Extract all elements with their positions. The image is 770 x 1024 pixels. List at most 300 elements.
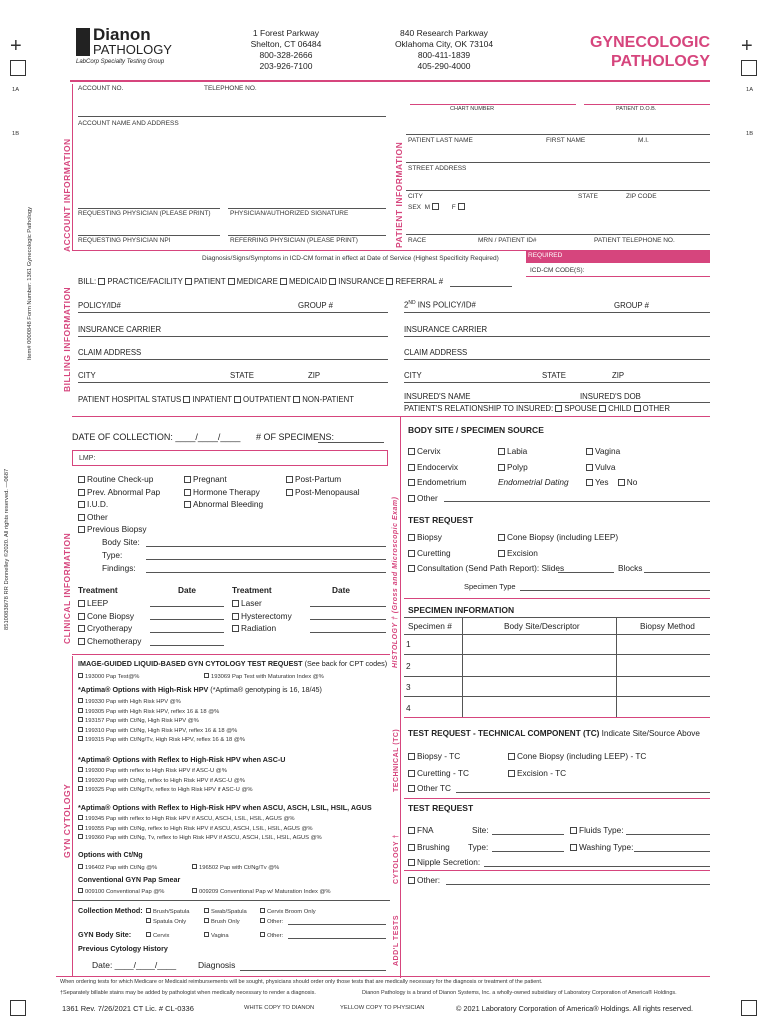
clin-routine-label: Routine Check-up [87, 474, 154, 484]
side-rr-text: 85100838/78 RR Donnelley ©2020. All rights reserved. —0687 [4, 468, 10, 630]
aptima2-list [78, 767, 253, 796]
section-technical: TECHNICAL (TC) [393, 728, 400, 792]
tr-laser-label: Laser [241, 598, 262, 608]
body-site-line [146, 546, 386, 547]
auth-sig-line [228, 208, 386, 209]
checkbox[interactable] [204, 918, 209, 923]
checkbox[interactable] [408, 479, 415, 486]
chart-line [410, 104, 576, 105]
cyto-washing-line [634, 851, 710, 852]
clin-prev-pap-label: Prev. Abnormal Pap [87, 486, 161, 497]
clin-hormone-label: Hormone Therapy [193, 486, 260, 497]
checkbox[interactable] [78, 825, 83, 830]
num-spec-line [318, 442, 384, 443]
brand-tag: LabCorp Specialty Testing Group [76, 59, 165, 66]
checkbox[interactable] [204, 932, 209, 937]
gyn-sep [72, 900, 390, 901]
tc-title-main: TEST REQUEST - TECHNICAL COMPONENT (TC) [408, 729, 600, 738]
a3-opt[interactable] [78, 834, 322, 844]
checkbox[interactable] [78, 673, 83, 678]
body-desc-header: Body Site/Descriptor [504, 621, 580, 631]
footer-note1: When ordering tests for which Medicare or Medicaid reimbursements will be sought, physicians should order only those tests that are medically necessary for the diagnosis or treatment of the patient. [60, 979, 543, 985]
checkbox[interactable] [570, 844, 577, 851]
clin-postmeno[interactable] [286, 486, 360, 499]
billing-bottom-line [72, 416, 710, 417]
bs-cervix-label: Cervix [417, 446, 441, 456]
blocks-label: Blocks [618, 563, 643, 573]
checkbox[interactable] [78, 698, 83, 703]
spec-type-line [520, 590, 710, 591]
cyto-fluids-label: Fluids Type: [579, 825, 624, 835]
aptima1-note: (*Aptima® genotyping is 16, 18/45) [210, 685, 322, 694]
bill-medicare-checkbox[interactable] [228, 278, 235, 285]
icd-line [526, 276, 710, 277]
tr2-date-line [310, 619, 386, 620]
checkbox[interactable] [184, 476, 191, 483]
tr-hyst-label: Hysterectomy [241, 610, 292, 621]
hosp-label: PATIENT HOSPITAL STATUS [78, 395, 182, 404]
bill-patient-checkbox[interactable] [185, 278, 192, 285]
tr-consult-label: Consultation (Send Path Report): Slides [417, 563, 565, 573]
checkbox[interactable] [586, 448, 593, 455]
account-no-label: ACCOUNT NO. [78, 85, 124, 92]
clinical-bottom-line [72, 654, 390, 655]
checkbox[interactable] [408, 785, 415, 792]
checkbox[interactable] [78, 526, 85, 533]
checkbox[interactable] [78, 625, 85, 632]
tr-curetting[interactable] [408, 549, 451, 557]
tr-chemo[interactable] [78, 635, 141, 648]
ins-name-line [404, 402, 710, 403]
tc-curetting[interactable] [408, 769, 469, 777]
tr-excision[interactable] [498, 549, 538, 557]
clin-prev-biopsy[interactable] [78, 523, 160, 536]
checkbox[interactable] [498, 534, 505, 541]
outpatient-checkbox[interactable] [234, 396, 241, 403]
zip-label: ZIP CODE [626, 193, 657, 200]
spec-row-line [404, 634, 710, 635]
bs-vulva[interactable] [586, 460, 637, 476]
bill-city2-label: CITY [404, 371, 422, 380]
first-name-label: FIRST NAME [546, 137, 586, 144]
checkbox[interactable] [570, 827, 577, 834]
clin-pregnant[interactable] [184, 473, 263, 486]
checkbox[interactable] [498, 448, 505, 455]
checkbox[interactable] [408, 495, 415, 502]
checkbox[interactable] [498, 464, 505, 471]
a1-opt[interactable] [78, 708, 245, 718]
a1-opt[interactable] [78, 727, 245, 737]
spec-col-sep [616, 617, 617, 717]
a1-opt[interactable] [78, 717, 245, 727]
clin-iud[interactable] [78, 498, 160, 511]
bs-endometrium[interactable] [408, 475, 466, 491]
checkbox[interactable] [408, 534, 415, 541]
prev-diag-line [240, 970, 386, 971]
checkbox[interactable] [78, 501, 85, 508]
ctng-opt2-label: 196502 Pap with Ct/Ng/Tv @% [199, 865, 280, 871]
inpatient-checkbox[interactable] [183, 396, 190, 403]
required-label: REQUIRED [528, 252, 563, 259]
checkbox[interactable] [408, 844, 415, 851]
tc-biopsy[interactable] [408, 752, 460, 760]
bs-yes-label: Yes [595, 477, 609, 487]
bs-vulva-label: Vulva [595, 461, 616, 472]
req-phys-line [78, 208, 220, 209]
tr-biopsy-label: Biopsy [417, 532, 442, 542]
bill-practice-checkbox[interactable] [98, 278, 105, 285]
bill-city2-line [404, 382, 710, 383]
ig-opt2[interactable] [204, 673, 324, 681]
bill-insurance-checkbox[interactable] [329, 278, 336, 285]
tc-cone-label: Cone Biopsy (including LEEP) - TC [517, 751, 647, 761]
bs-dating [498, 475, 569, 491]
checkbox[interactable] [78, 777, 83, 782]
gbs-vagina[interactable] [204, 932, 229, 940]
bs-col2 [498, 444, 569, 491]
addl-other-label: Other: [417, 875, 441, 885]
clin-bleeding[interactable] [184, 498, 263, 511]
coll-label: Collection Method: [78, 906, 143, 915]
checkbox[interactable] [78, 514, 85, 521]
cm-broom[interactable] [260, 908, 316, 916]
conv-opt1[interactable] [78, 888, 164, 896]
checkbox[interactable] [408, 770, 415, 777]
clin-iud-label: I.U.D. [87, 499, 109, 510]
checkbox[interactable] [260, 932, 265, 937]
clin-postmeno-label: Post-Menopausal [295, 486, 360, 497]
last-name-label: PATIENT LAST NAME [408, 137, 473, 144]
rel-other-checkbox[interactable] [634, 405, 641, 412]
ref-phys-label: REFERRING PHYSICIAN (PLEASE PRINT) [230, 237, 358, 244]
child-checkbox[interactable] [599, 405, 606, 412]
checkbox[interactable] [408, 753, 415, 760]
bs-polyp-label: Polyp [507, 461, 528, 472]
checkbox[interactable] [146, 908, 151, 913]
tc-other-line [456, 792, 710, 793]
a2-opt[interactable] [78, 777, 253, 787]
tr-biopsy[interactable] [408, 533, 442, 541]
tr-date-line [150, 645, 224, 646]
a3-opt-label: 199345 Pap with reflex to High Risk HPV if ASCU, ASCH, LSIL, HSIL, AGUS @% [85, 816, 295, 822]
checkbox[interactable] [192, 864, 197, 869]
tr-hyst[interactable] [232, 610, 292, 623]
bs-col3 [586, 444, 637, 491]
cm-brush-only-label: Brush Only [211, 919, 240, 925]
cyto-washing[interactable] [570, 843, 633, 851]
checkbox[interactable] [78, 736, 83, 741]
a3-opt[interactable] [78, 825, 322, 835]
checkbox[interactable] [286, 489, 293, 496]
address-line: 203-926-7100 [259, 61, 313, 71]
bs-yesno[interactable] [586, 475, 637, 491]
tr2-date-line [310, 632, 386, 633]
req-phys-label: REQUESTING PHYSICIAN (PLEASE PRINT) [78, 210, 211, 217]
cyto-fluids[interactable] [570, 826, 624, 834]
checkbox[interactable] [260, 918, 265, 923]
checkbox[interactable] [192, 888, 197, 893]
lmp-label: LMP: [79, 455, 96, 462]
checkbox[interactable] [78, 864, 83, 869]
cyto-type-label: Type: [468, 842, 489, 852]
ctng-opt2[interactable] [192, 864, 279, 872]
bill-state-label: STATE [230, 371, 254, 380]
no-checkbox[interactable] [618, 479, 625, 486]
tr-cone[interactable] [78, 610, 141, 623]
checkbox[interactable] [78, 600, 85, 607]
policy-line [78, 312, 388, 313]
checkbox[interactable] [498, 550, 505, 557]
bs-labia-label: Labia [507, 446, 528, 456]
clin-bleeding-label: Abnormal Bleeding [193, 499, 264, 510]
patient-phone-label: PATIENT TELEPHONE NO. [594, 237, 675, 244]
sex-label: SEX [408, 204, 422, 211]
checkbox[interactable] [184, 489, 191, 496]
checkbox[interactable] [508, 753, 515, 760]
form-title-line1: GYNECOLOGIC [589, 34, 710, 51]
treatment2-header: Treatment [232, 585, 272, 595]
cyto-site-line [492, 834, 564, 835]
checkbox[interactable] [78, 638, 85, 645]
bill-referral-checkbox[interactable] [386, 278, 393, 285]
cyto-type-line [492, 851, 564, 852]
yes-checkbox[interactable] [586, 479, 593, 486]
ig-opt1[interactable] [78, 673, 139, 681]
a1-opt-label: 199305 Pap with High Risk HPV, reflex 16 & 18 @% [85, 708, 220, 715]
checkbox[interactable] [78, 786, 83, 791]
checkbox[interactable] [586, 464, 593, 471]
address-line: Oklahoma City, OK 73104 [394, 39, 494, 49]
bs-other-label: Other [417, 492, 438, 503]
bs-endocervix[interactable] [408, 460, 466, 476]
claim-label: CLAIM ADDRESS [78, 348, 142, 357]
cm-brush-spatula[interactable] [146, 908, 189, 916]
bill-patient-label: PATIENT [193, 277, 226, 286]
checkbox[interactable] [408, 859, 415, 866]
clin-prev-biopsy-label: Previous Biopsy [87, 524, 147, 535]
clin-routine[interactable] [78, 473, 160, 486]
bs-labia[interactable] [498, 444, 569, 460]
group2-label: GROUP # [614, 301, 649, 310]
form-title [580, 33, 710, 71]
section-addl: ADD'L TESTS [393, 915, 400, 966]
a1-opt[interactable] [78, 698, 245, 708]
bill-medicaid-label: MEDICAID [288, 277, 328, 286]
checkbox[interactable] [204, 908, 209, 913]
registration-square-bottom-right [741, 1000, 757, 1016]
checkbox[interactable] [184, 501, 191, 508]
cyto-fluids-line [626, 834, 710, 835]
checkbox[interactable] [408, 464, 415, 471]
form-title-line2: PATHOLOGY [611, 53, 710, 70]
bs-dating-label: Endometrial Dating [498, 477, 569, 487]
a3-opt-label: 199355 Pap with Ct/Ng, reflex to High Risk HPV if ASCU, ASCH, LSIL, HSIL, AGUS @% [85, 825, 313, 832]
clin-postpartum[interactable] [286, 473, 360, 486]
clin-prev-pap[interactable] [78, 486, 160, 499]
ctng-opt1[interactable] [78, 864, 157, 872]
mi-label: M.I. [638, 137, 649, 144]
relationship-row [404, 405, 670, 413]
spouse-checkbox[interactable] [555, 405, 562, 412]
checkbox[interactable] [146, 918, 151, 923]
bill-state2-label: STATE [542, 371, 566, 380]
test-request-title: TEST REQUEST [408, 515, 474, 525]
cyto-nipple-line [484, 866, 710, 867]
findings-label: Findings: [102, 563, 136, 573]
nonpatient-checkbox[interactable] [293, 396, 300, 403]
registration-plus-right: + [741, 35, 753, 57]
clin-other[interactable] [78, 511, 160, 524]
tr-date-line [150, 606, 224, 607]
tc-cone[interactable] [508, 752, 646, 760]
dob-label: PATIENT D.O.B. [616, 106, 657, 112]
tc-excision-label: Excision - TC [517, 768, 567, 778]
sex-m-checkbox[interactable] [432, 203, 439, 210]
tr-cryo[interactable] [78, 622, 141, 635]
checkbox[interactable] [408, 550, 415, 557]
bs-no-label: No [626, 477, 638, 487]
checkbox[interactable] [78, 613, 85, 620]
addl-other[interactable] [408, 876, 440, 884]
race-line [406, 234, 710, 235]
bs-cervix[interactable] [408, 444, 466, 460]
a3-opt[interactable] [78, 815, 322, 825]
tr-rad[interactable] [232, 622, 292, 635]
type-line [146, 559, 386, 560]
cm-spatula-only[interactable] [146, 918, 186, 926]
checkbox[interactable] [78, 489, 85, 496]
tr-laser[interactable] [232, 597, 292, 610]
gbs-vagina-label: Vagina [211, 933, 229, 939]
address-shelton [236, 28, 336, 72]
ig-title-note: (See back for CPT codes) [304, 659, 388, 668]
diag-label: Diagnosis/Signs/Symptoms in ICD-CM format in effect at Date of Service (Highest Specificity Required) [202, 255, 499, 262]
checkbox[interactable] [260, 908, 265, 913]
tc-title [408, 730, 700, 738]
checkbox[interactable] [78, 888, 83, 893]
checkbox[interactable] [408, 565, 415, 572]
bs-other[interactable] [408, 491, 466, 507]
account-line [78, 116, 386, 117]
checkbox[interactable] [408, 827, 415, 834]
checkbox[interactable] [78, 834, 83, 839]
tr-consult[interactable] [408, 564, 564, 572]
section-account: ACCOUNT INFORMATION [62, 138, 72, 252]
dob-line [584, 104, 710, 105]
checkbox[interactable] [78, 708, 83, 713]
footer-yellow-copy: YELLOW COPY TO PHYSICIAN [340, 1005, 425, 1011]
tc-other[interactable] [408, 784, 451, 792]
footer-note3: Dianon Pathology is a brand of Dianon Systems, Inc. a wholly-owned subsidiary of Laboratory Corporation of America® Holdings. [362, 990, 677, 996]
checkbox[interactable] [408, 877, 415, 884]
spec-type-sep [404, 598, 710, 599]
sex-field[interactable] [408, 203, 467, 212]
cyto-washing-label: Washing Type: [579, 842, 634, 852]
bs-vagina-label: Vagina [595, 446, 621, 456]
a2-opt[interactable] [78, 786, 253, 796]
bill-label: BILL: [78, 277, 97, 286]
tc-curetting-label: Curetting - TC [417, 768, 469, 778]
clin-hormone[interactable] [184, 486, 263, 499]
checkbox[interactable] [232, 613, 239, 620]
account-name-label: ACCOUNT NAME AND ADDRESS [78, 120, 179, 127]
section-billing: BILLING INFORMATION [62, 286, 72, 392]
section-cytology: CYTOLOGY † [393, 834, 400, 884]
checkbox[interactable] [78, 767, 83, 772]
checkbox[interactable] [78, 815, 83, 820]
sex-f-checkbox[interactable] [458, 203, 465, 210]
ctng-opt1-label: 196402 Pap with Ct/Ng @% [85, 865, 158, 871]
spec-row-line [404, 717, 710, 718]
a1-opt[interactable] [78, 736, 245, 746]
bill-medicaid-checkbox[interactable] [280, 278, 287, 285]
auth-sig-label: PHYSICIAN/AUTHORIZED SIGNATURE [230, 210, 349, 217]
tr-leep[interactable] [78, 597, 141, 610]
lmp-box[interactable] [72, 450, 388, 466]
checkbox[interactable] [286, 476, 293, 483]
cyto-brushing[interactable] [408, 843, 450, 851]
tr-rad-label: Radiation [241, 623, 277, 634]
tr-cone-leep[interactable] [498, 533, 618, 541]
cm-swab-spatula[interactable] [204, 908, 247, 916]
cm-other[interactable] [260, 918, 283, 926]
cyto-nipple[interactable] [408, 858, 480, 866]
a2-opt-label: 199325 Pap with Ct/Ng/Tv, reflex to High Risk HPV if ASC-U @% [85, 787, 253, 794]
a2-opt[interactable] [78, 767, 253, 777]
ins-policy-field [404, 301, 476, 309]
tr-cone-label: Cone Biopsy [87, 610, 135, 621]
street-line [406, 162, 710, 163]
bs-vagina[interactable] [586, 444, 637, 460]
ins-policy-label: INS POLICY/ID# [417, 300, 476, 310]
checkbox[interactable] [408, 448, 415, 455]
gbs-other-line [288, 938, 386, 939]
registration-square-left [10, 60, 26, 76]
gbs-other[interactable] [260, 932, 283, 940]
date-collection-label: DATE OF COLLECTION: ____/____/____ [72, 432, 241, 442]
sex-f-label: F [451, 204, 456, 211]
tc-excision[interactable] [508, 769, 566, 777]
checkbox[interactable] [78, 476, 85, 483]
cm-brush-only[interactable] [204, 918, 240, 926]
date-header: Date [178, 585, 196, 595]
checkbox[interactable] [232, 625, 239, 632]
bill-practice-label: PRACTICE/FACILITY [107, 277, 183, 286]
footer-note2: †Separately billable stains may be added by pathologist when medically necessary to render a diagnosis. [60, 990, 316, 996]
hosp-row [78, 396, 354, 404]
cyto-site-label: Site: [472, 825, 489, 835]
checkbox[interactable] [146, 932, 151, 937]
gbs-cervix[interactable] [146, 932, 169, 940]
form-bottom-line [56, 976, 710, 977]
a3-opt-label: 199360 Pap with Ct/Ng, Tv, reflex to High Risk HPV if ASCU, ASCH, LSIL, HSIL, AGUS @% [85, 835, 322, 842]
checkbox[interactable] [232, 600, 239, 607]
spec-info-title: SPECIMEN INFORMATION [408, 605, 515, 615]
checkbox[interactable] [508, 770, 515, 777]
checkbox[interactable] [78, 717, 83, 722]
spouse-label: SPOUSE [564, 404, 597, 413]
tc-other-label: Other TC [417, 783, 451, 793]
logo [76, 26, 172, 65]
bs-polyp[interactable] [498, 460, 569, 476]
account-divider [72, 84, 73, 250]
checkbox[interactable] [78, 727, 83, 732]
conv-opt2[interactable] [192, 888, 331, 896]
tr-excision-label: Excision [507, 548, 538, 558]
cyto-fna[interactable] [408, 826, 434, 834]
spec-row-line [404, 654, 710, 655]
checkbox[interactable] [204, 673, 209, 678]
